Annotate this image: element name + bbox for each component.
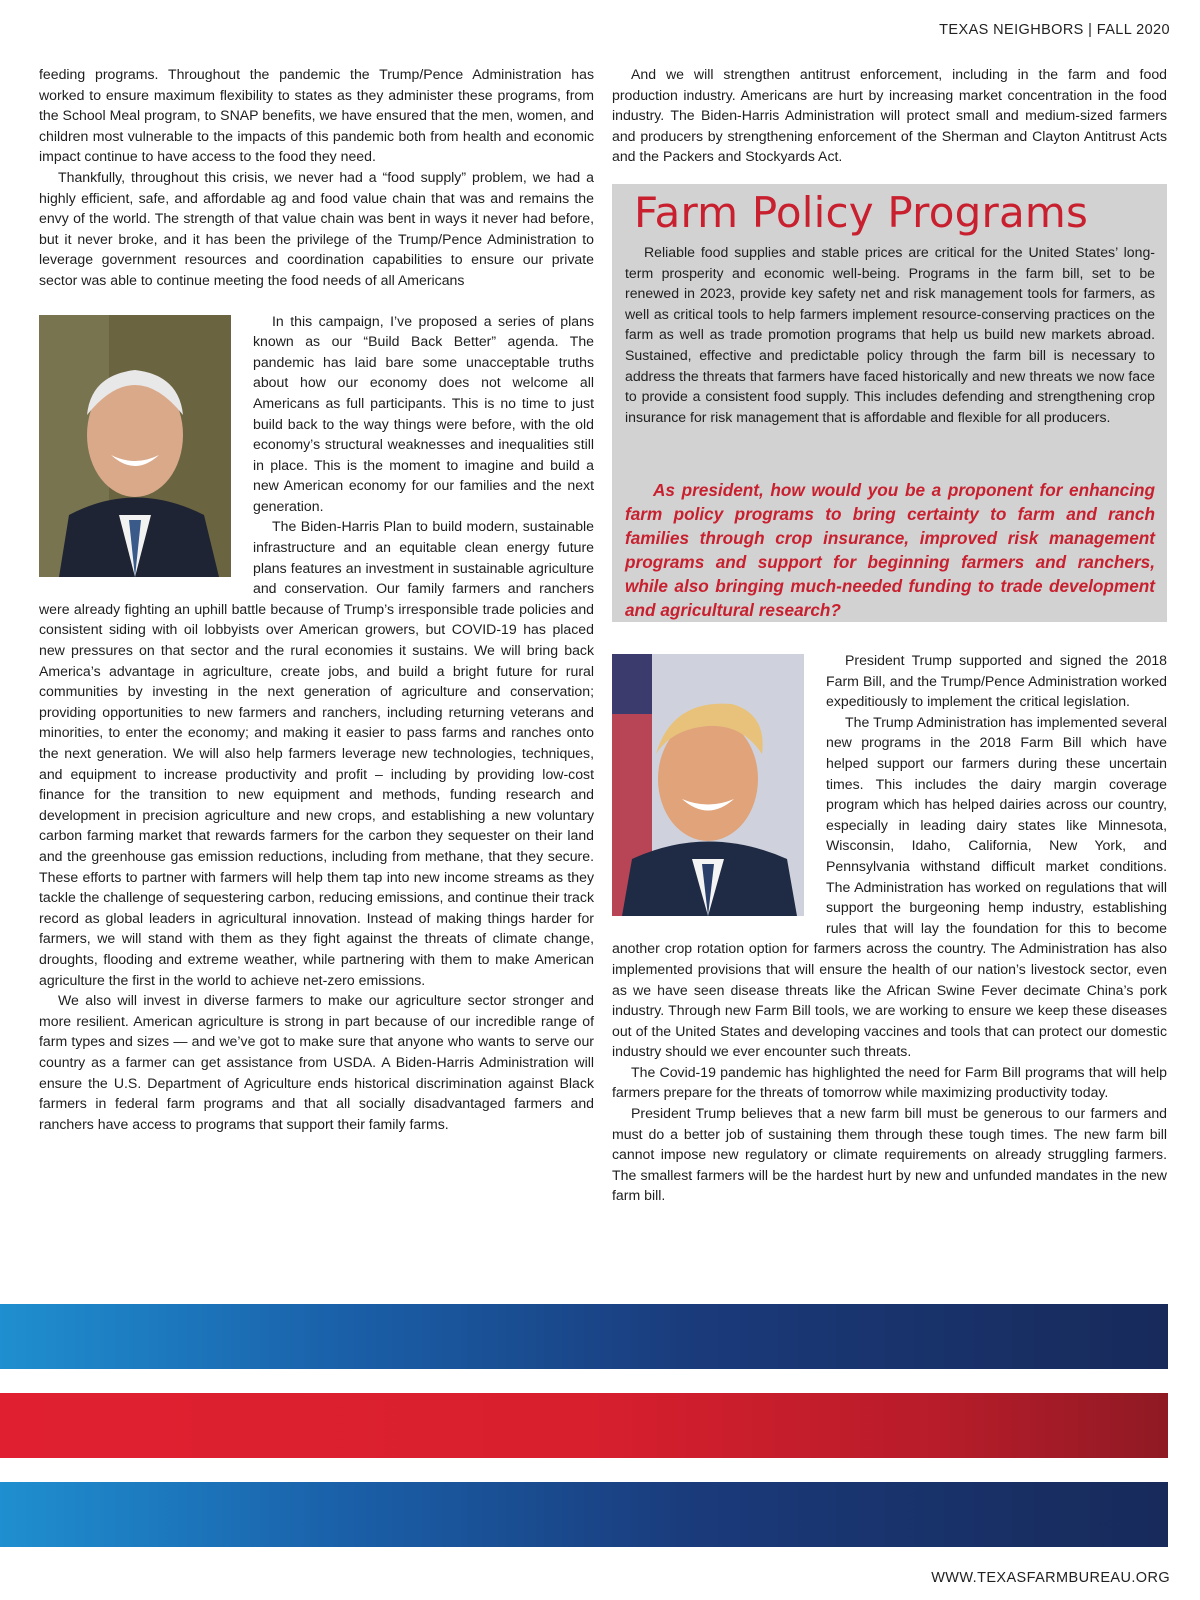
paragraph: In this campaign, I’ve proposed a series of plans known as our “Build Back Better” agenda. The pandemic has laid bare some unacceptable truths about how our economy does not welcome all Americans as full participants. This is no time to just build back to the way things were before, with the old economy’s structural weaknesses and inequalities still in place. This is the moment to imagine and build a new American economy for our families and the next generation. xyxy=(253,312,594,514)
box-title: Farm Policy Programs xyxy=(634,188,1089,237)
paragraph: We also will invest in diverse farmers to make our agriculture sector stronger and more resilient. American agriculture is strong in part because of our incredible range of farm types and sizes — and we’ve got to make sure that anyone who wants to serve our country as a farmer can get assistance from USDA. A Biden-Harris Administration will ensure the U.S. Department of Agriculture ends historical discrimination against Black farmers in federal farm programs and that all socially disadvantaged farmers and ranchers have access to programs that support their family farms. xyxy=(39,992,594,1132)
paragraph: Thankfully, throughout this crisis, we never had a “food supply” problem, we had a highly efficient, safe, and affordable ag and food value chain that was and remains the envy of the world. The strength of that value chain was bent in ways it never had before, but it never broke, and it has been the privilege of the Trump/Pence Administration to leverage government resources and coordination capabilities to ensure our private sector was able to continue meeting the food needs of all Americans xyxy=(39,168,594,288)
page-header: TEXAS NEIGHBORS | FALL 2020 xyxy=(939,22,1170,38)
paragraph: Reliable food supplies and stable prices are critical for the United States’ long-term prosperity and economic well-being. Programs in the farm bill, set to be renewed in 2023, provide key safety net and risk management tools for farmers, as well as critical tools to help farmers implement resource-conserving practices on the farm as well as trade promotion programs that help us build new markets abroad. Sustained, effective and predictable policy through the farm bill is necessary to address the threats that farmers have faced historically and new threats we now face to provide a consistent food supply. This includes defending and strengthening crop insurance for risk management that is affordable and flexible for all producers. xyxy=(625,244,1155,425)
blue-stripe-band xyxy=(0,1304,1168,1369)
blue-stripe-band xyxy=(0,1482,1168,1547)
question-text: As president, how would you be a proponent for enhancing farm policy programs to bring certainty to farm and ranch families through crop insurance, improved risk management programs and support for beginning farmers and ranchers, while also bringing much-needed funding to trade development and agricultural research? xyxy=(625,480,1155,620)
left-column xyxy=(39,64,594,1134)
farm-policy-box xyxy=(612,184,1167,622)
paragraph: The Trump Administration has implemented several new programs in the 2018 Farm Bill which have helped support our farmers during these uncertain times. This includes the dairy margin coverage program which has helped dairies across our country, especially in leading dairy states like Minnesota, Wisconsin, Idaho, California, New York, and Pennsylvania withstand difficult market conditions. The Administration has worked on regulations that will support the burgeoning hemp industry, establishing rules that will lay the foundation for this to become another crop rotation option for farmers across the country. The Administration has also implemented provisions that will ensure the health of our nation’s livestock sector, even as we have seen disease threats like the African Swine Fever decimate China’s pork industry. Through new Farm Bill tools, we are working to ensure we keep these diseases out of the United States and developing vaccines and tools that can protect our domestic industry should we ever encounter such threats. xyxy=(612,713,1167,1060)
paragraph: The Covid-19 pandemic has highlighted the need for Farm Bill programs that will help farmers prepare for the threats of tomorrow while maximizing productivity today. xyxy=(612,1063,1167,1101)
biden-portrait-photo xyxy=(39,315,231,577)
red-stripe-band xyxy=(0,1393,1168,1458)
right-column-bottom xyxy=(612,650,1167,1206)
paragraph: President Trump supported and signed the 2018 Farm Bill, and the Trump/Pence Administration worked expeditiously to implement the critical legislation. xyxy=(826,652,1167,710)
page-footer-url: WWW.TEXASFARMBUREAU.ORG xyxy=(931,1570,1170,1586)
paragraph: feeding programs. Throughout the pandemic the Trump/Pence Administration has worked to ensure maximum flexibility to states as they administer these programs, from the School Meal program, to SNAP benefits, we have ensured that the men, women, and children most vulnerable to the impacts of this pandemic both from health and economic impact continue to have access to the food they need. xyxy=(39,66,594,165)
paragraph: And we will strengthen antitrust enforcement, including in the farm and food production industry. Americans are hurt by increasing market concentration in the food industry. The Biden-Harris Administration will protect small and medium-sized farmers and producers by strengthening enforcement of the Sherman and Clayton Antitrust Acts and the Packers and Stockyards Act. xyxy=(612,66,1167,165)
paragraph: The Biden-Harris Plan to build modern, sustainable infrastructure and an equitable clean energy future plans features an investment in sustainable agriculture and conservation. Our family farmers and ranchers were already fighting an uphill battle because of Trump’s irresponsible trade policies and consistent siding with oil lobbyists over American growers, but COVID-19 has placed new pressures on that sector and the rural economies it sustains. We will bring back America’s advantage in agriculture, create jobs, and build a bright future for rural communities by investing in the next generation of agriculture and conservation; providing opportunities to new farmers and ranchers, including returning veterans and minorities, to enter the economy; and making it easier to pass farms and ranches onto the next generation. We will also help farmers leverage new technologies, techniques, and equipment to increase productivity and profit – including by providing low-cost finance for the transition to new equipment and methods, funding research and development in precision agriculture and new crops, and establishing a new voluntary carbon farming market that rewards farmers for the carbon they sequester on their land and the greenhouse gas emission reductions, including from methane, that they secure. These efforts to partner with farmers will help them tap into new income streams as they tackle the challenge of sequestering carbon, reducing emissions, and continue their track record as global leaders in agricultural innovation. Instead of making things harder for farmers, we will stand with them as they fight against the threats of climate change, droughts, flooding and extreme weather, while partnering with them to make American agriculture the first in the world to achieve net-zero emissions. xyxy=(39,518,594,988)
paragraph: President Trump believes that a new farm bill must be generous to our farmers and must do a better job of sustaining them through these tough times. The new farm bill cannot impose new regulatory or climate requirements on already struggling farmers. The smallest farmers will be the hardest hurt by new and unfunded mandates in the new farm bill. xyxy=(612,1105,1167,1204)
right-column-top xyxy=(612,64,1167,167)
trump-portrait-photo xyxy=(612,654,804,916)
box-intro xyxy=(625,242,1155,427)
